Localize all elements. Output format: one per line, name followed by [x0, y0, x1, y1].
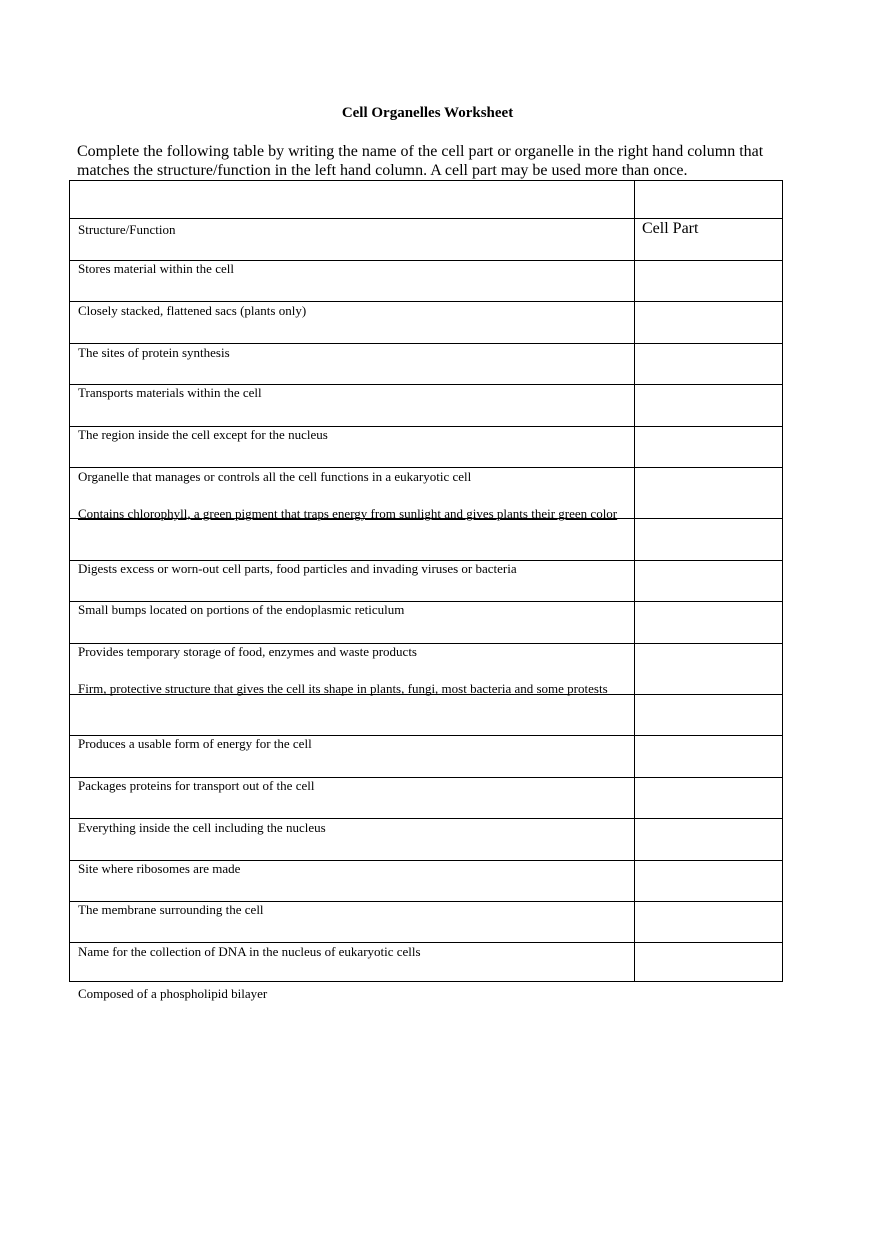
- instructions-text: Complete the following table by writing the name of the cell part or organelle in the right hand column that matches the structure/function in the left hand column. A cell part may be used more than once.: [77, 143, 764, 179]
- row-description: Contains chlorophyll, a green pigment that traps energy from sunlight and gives plants their green color: [78, 506, 618, 521]
- row-divider: [70, 218, 782, 219]
- row-description: Organelle that manages or controls all the cell functions in a eukaryotic cell: [78, 469, 472, 484]
- row-description: Everything inside the cell including the nucleus: [78, 820, 326, 835]
- row-description: Name for the collection of DNA in the nucleus of eukaryotic cells: [78, 944, 421, 959]
- row-description: Firm, protective structure that gives the cell its shape in plants, fungi, most bacteria and some protests: [78, 681, 608, 696]
- row-description: Stores material within the cell: [78, 261, 234, 276]
- row-description: Transports materials within the cell: [78, 385, 262, 400]
- row-description: The sites of protein synthesis: [78, 345, 230, 360]
- row-description: Provides temporary storage of food, enzymes and waste products: [78, 644, 417, 659]
- row-description: Closely stacked, flattened sacs (plants only): [78, 303, 307, 318]
- row-description: The membrane surrounding the cell: [78, 902, 264, 917]
- row-description: Packages proteins for transport out of the cell: [78, 778, 315, 793]
- page-title: Cell Organelles Worksheet: [341, 105, 514, 121]
- row-description: Produces a usable form of energy for the cell: [78, 736, 312, 751]
- row-description: Composed of a phospholipid bilayer: [78, 986, 268, 1001]
- header-cell-part: Cell Part: [642, 220, 699, 237]
- header-structure-function: Structure/Function: [78, 222, 176, 237]
- row-description: The region inside the cell except for the nucleus: [78, 427, 328, 442]
- row-description: Digests excess or worn-out cell parts, food particles and invading viruses or bacteria: [78, 561, 517, 576]
- row-description: Small bumps located on portions of the endoplasmic reticulum: [78, 602, 405, 617]
- row-description: Site where ribosomes are made: [78, 861, 241, 876]
